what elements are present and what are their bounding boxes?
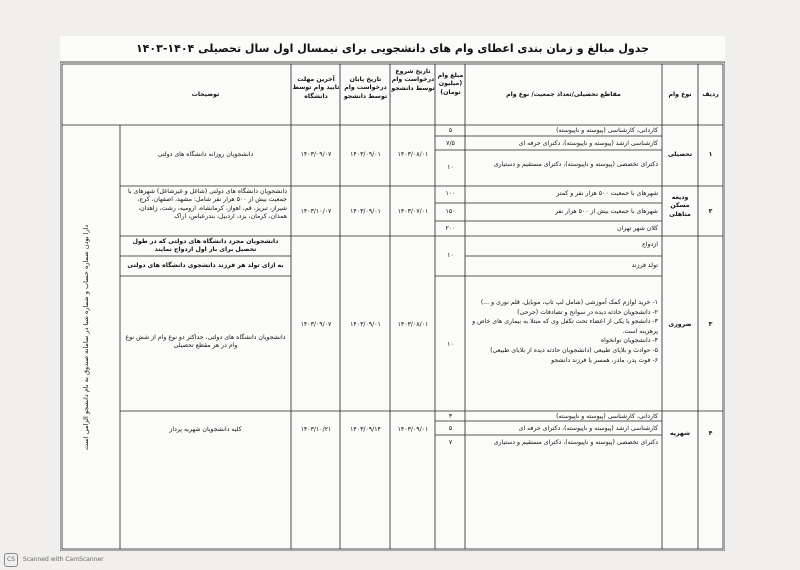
row4-start-date: ۱۴۰۳/۰۹/۰۱ [397, 426, 429, 433]
header-deadline: آخرین مهلت تایید وام توسط دانشگاه [292, 76, 340, 100]
row1-amount-2: ۷/۵ [446, 140, 455, 147]
row2-item-2: شهرهای با جمعیت بیش از ۵۰۰ هزار نفر [555, 208, 658, 215]
header-start: تاریخ شروع درخواست وام توسط دانشجو [391, 68, 435, 92]
scanner-watermark [4, 553, 104, 567]
row1-start-date: ۱۴۰۳/۰۸/۰۱ [397, 151, 429, 158]
row3-item-marriage: ازدواج [641, 241, 658, 248]
row1-end-date: ۱۴۰۳/۰۹/۰۱ [350, 151, 381, 158]
header-notes: توضیحات [191, 91, 220, 98]
row1-item-2: کارشناسی ارشد (پیوسته و ناپیوسته)، دکترای حرفه ای [518, 140, 658, 147]
row3-amount-2: ۱۰ [447, 341, 454, 348]
row3-list-item-5: ۵- حوادث و بلایای طبیعی (دانشجویان حادثه دیده از بلایای طبیعی) [490, 347, 658, 355]
header-sections: مقاطع تحصیلی/تعداد جمعیت/ نوع وام [506, 91, 621, 98]
row2-item-1: شهرهای با جمعیت ۵۰۰ هزار نفر و کمتر [556, 190, 658, 197]
row3-list-item-4: ۴- دانشجویان توانخواه [600, 337, 658, 345]
row3-start-date: ۱۴۰۳/۰۸/۰۱ [397, 321, 429, 328]
camscanner-logo-icon: CS [4, 553, 18, 567]
row2-item-3: کلان شهر تهران [617, 225, 658, 232]
row1-item-3: دکترای تخصصی (پیوسته و ناپیوسته)، دکترای مستقیم و دستیاری [493, 161, 658, 168]
row4-end-date: ۱۴۰۳/۰۹/۱۴ [350, 426, 381, 433]
page-title: جدول مبالغ و زمان بندی اعطای وام های دانشجویی برای نیمسال اول سال تحصیلی ۱۴۰۴-۱۴۰۳ [135, 42, 650, 55]
row3-type: ضروری [668, 321, 692, 328]
row4-amount-2: ۵ [448, 425, 453, 432]
row1-note: دانشجویان روزانه دانشگاه های دولتی [157, 151, 254, 158]
row1-type: تحصیلی [667, 151, 693, 158]
row3-note-other: دانشجویان دانشگاه های دولتی، حداکثر دو نوع وام از شش نوع وام در هر مقطع تحصیلی [125, 334, 286, 350]
row1-number: ۱ [708, 151, 713, 158]
row4-number: ۴ [708, 430, 713, 437]
row2-amount-1: ۱۰۰ [445, 190, 456, 197]
row3-list [470, 298, 658, 365]
document-sheet [60, 36, 725, 551]
header-loan-type: نوع وام [668, 91, 692, 98]
row3-note-marriage: دانشجویان مجرد دانشگاه های دولتی که در طول تحصیل برای بار اول ازدواج نمایند [132, 238, 279, 254]
row3-list-item-2: ۲- دانشجویان حادثه دیده در سوانح و تصادفات (جرحی) [517, 308, 658, 316]
row2-end-date: ۱۴۰۳/۰۹/۰۱ [350, 208, 381, 215]
row4-amount-1: ۳ [448, 413, 453, 420]
row2-amount-2: ۱۵۰ [445, 208, 456, 215]
row4-amount-3: ۷ [448, 439, 453, 446]
row2-start-date: ۱۴۰۳/۰۷/۰۱ [397, 208, 429, 215]
scanner-watermark-text: Scanned with CamScanner [22, 556, 104, 563]
row2-number: ۲ [708, 208, 713, 215]
row2-note: دانشجویان دانشگاه های دولتی (شاغل و غیرشاغل) شهرهای با جمعیت بیش از ۵۰۰ هزار نفر شامل: مشهد، اصفهان، کرج، شیراز، تبریز، قم، اهواز، کرمانشاه، ارومیه، رشت، زاهدان، همدان، کرمان، یزد، اردبیل، بندرعباس، اراک [127, 188, 287, 221]
row3-list-item-3: ۳- دانشجو یا یکی از اعضاء تحت تکفل وی که مبتلا به بیماری های خاص و پرهزینه است. [472, 318, 658, 335]
side-note: دارا بودن شماره حساب و شماره شبا در سامانه صندوق به نام دانشجو الزامی است [82, 224, 90, 450]
row3-number: ۳ [708, 321, 713, 328]
row2-amount-3: ۲۰۰ [445, 225, 456, 232]
row3-amount-1: ۱۰ [447, 252, 454, 259]
row2-type: ودیعه مسکن متاهلی [669, 194, 691, 218]
row1-amount-1: ۵ [448, 127, 453, 134]
row3-list-item-6: ۶- فوت پدر، مادر، همسر یا فرزند دانشجو [551, 356, 658, 364]
row4-deadline: ۱۴۰۳/۱۰/۲۱ [300, 426, 332, 433]
row3-end-date: ۱۴۰۳/۰۹/۰۱ [350, 321, 381, 328]
header-end: تاریخ پایان درخواست وام توسط دانشجو [343, 76, 388, 100]
row3-note-childbirth: به ازای تولد هر فرزند دانشجوی دانشگاه های دولتی [127, 262, 284, 269]
row4-item-2: کارشناسی ارشد (پیوسته و ناپیوسته)، دکترای حرفه ای [518, 425, 658, 432]
row4-item-3: دکترای تخصصی (پیوسته و ناپیوسته)، دکترای مستقیم و دستیاری [493, 439, 658, 446]
row4-note: کلیه دانشجویان شهریه پرداز [169, 426, 242, 433]
row1-amount-3: ۱۰ [447, 164, 454, 171]
row1-item-1: کاردانی، کارشناسی (پیوسته و ناپیوسته) [556, 127, 658, 134]
row1-deadline: ۱۴۰۳/۰۹/۰۷ [300, 151, 332, 158]
row2-deadline: ۱۴۰۳/۱۰/۰۷ [300, 208, 332, 215]
table-grid [60, 36, 725, 551]
row3-deadline: ۱۴۰۳/۰۹/۰۷ [300, 321, 332, 328]
row3-item-childbirth: تولد فرزند [631, 262, 658, 269]
row3-list-item-1: ۱- خرید لوازم کمک آموزشی (شامل لپ تاپ، موبایل، قلم نوری و ...) [480, 299, 658, 306]
header-row: ردیف [702, 91, 719, 98]
row4-type: شهریه [669, 430, 691, 437]
header-amount: مبلغ وام (میلیون تومان) [437, 72, 464, 96]
row4-item-1: کاردانی، کارشناسی (پیوسته و ناپیوسته) [556, 413, 658, 420]
